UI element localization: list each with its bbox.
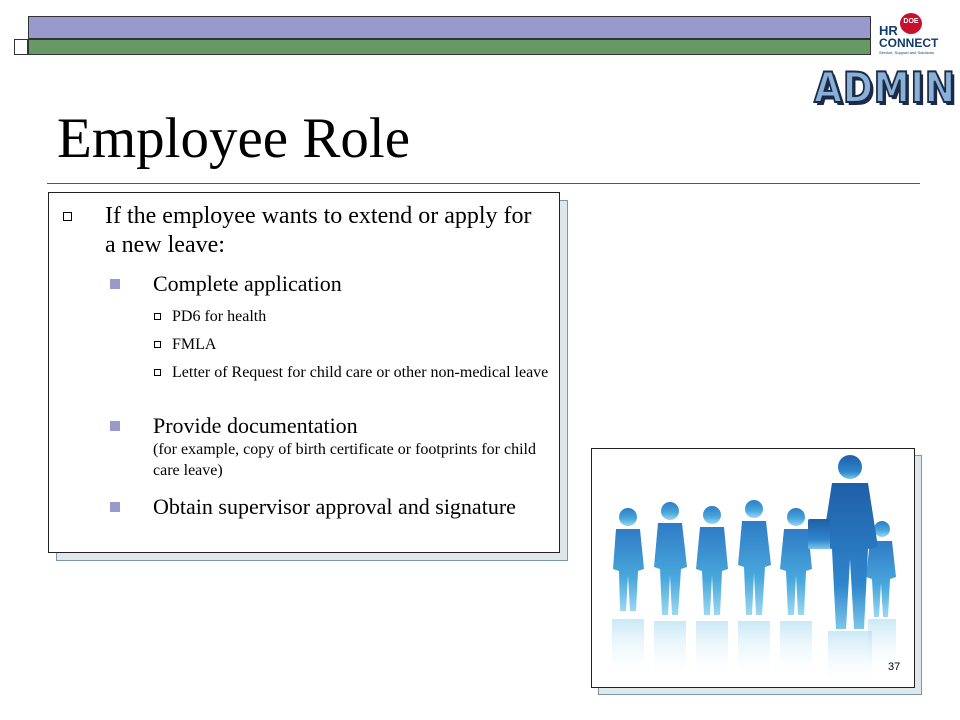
small-square-bullet-icon bbox=[154, 341, 161, 348]
option-pd6 bbox=[154, 306, 554, 327]
step-obtain-approval bbox=[110, 494, 550, 550]
page-number: 37 bbox=[888, 661, 901, 673]
square-bullet-icon bbox=[110, 421, 120, 431]
option-text: FMLA bbox=[172, 336, 217, 353]
option-text: Letter of Request for child care or other non-medical leave bbox=[172, 364, 549, 381]
admin-badge: ADMIN bbox=[814, 63, 956, 112]
step-provide-documentation bbox=[110, 413, 550, 481]
main-bullet-text: If the employee wants to extend or apply for a new leave: bbox=[105, 203, 532, 258]
small-square-bullet-icon bbox=[154, 369, 161, 376]
step-label: Obtain supervisor approval and signature bbox=[153, 494, 516, 519]
step-label: Provide documentation bbox=[153, 413, 358, 438]
option-fmla bbox=[154, 334, 554, 355]
people-silhouettes-image bbox=[591, 448, 915, 688]
square-bullet-icon bbox=[110, 502, 120, 512]
title-divider bbox=[47, 183, 920, 184]
small-square-bullet-icon bbox=[154, 313, 161, 320]
logo-tagline: Service, Support and Solutions bbox=[879, 50, 934, 55]
logo-hr-text: HR bbox=[879, 23, 898, 38]
logo-connect-text: CONNECT bbox=[879, 36, 939, 50]
square-bullet-icon bbox=[110, 279, 120, 289]
header-bar-corner bbox=[14, 39, 28, 55]
hr-connect-logo bbox=[876, 12, 946, 56]
step-note: (for example, copy of birth certificate or footprints for child care leave) bbox=[153, 441, 536, 479]
header-bar-top bbox=[28, 16, 871, 39]
header-bar-bottom bbox=[28, 39, 871, 55]
people-silhouettes-icon bbox=[592, 449, 914, 687]
logo-doe-text: DOE bbox=[903, 18, 919, 25]
step-text bbox=[153, 413, 548, 481]
step-label: Complete application bbox=[153, 271, 342, 296]
option-text: PD6 for health bbox=[172, 308, 267, 325]
option-letter-of-request bbox=[154, 362, 554, 404]
main-bullet bbox=[63, 202, 543, 262]
page-title: Employee Role bbox=[57, 107, 410, 170]
step-complete-application bbox=[110, 271, 550, 297]
hollow-square-bullet-icon bbox=[63, 212, 72, 221]
